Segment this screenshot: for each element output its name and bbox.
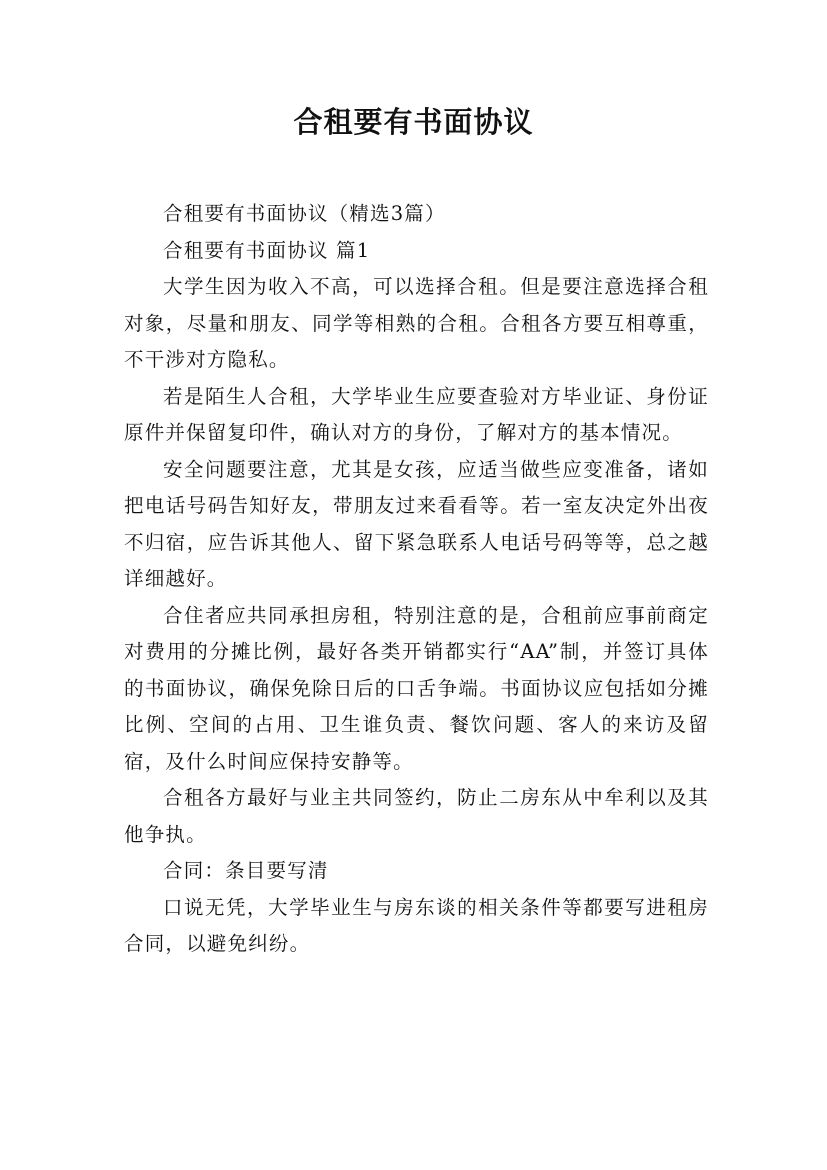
document-body: [124, 196, 709, 963]
paragraph: 口说无凭，大学毕业生与房东谈的相关条件等都要写进租房合同，以避免纠纷。: [124, 895, 709, 955]
paragraph: 安全问题要注意，尤其是女孩，应适当做些应变准备，诸如把电话号码告知好友，带朋友过来看看等。若一室友决定外出夜不归宿，应告诉其他人、留下紧急联系人电话号码等等，总之越详细越好。: [124, 457, 709, 590]
paragraph: 若是陌生人合租，大学毕业生应要查验对方毕业证、身份证原件并保留复印件，确认对方的身份，了解对方的基本情况。: [124, 384, 709, 444]
paragraph: 合租各方最好与业主共同签约，防止二房东从中牟利以及其他争执。: [124, 786, 709, 846]
paragraph-section-heading: 合租要有书面协议 篇1: [163, 238, 371, 262]
document-title: 合租要有书面协议: [293, 105, 534, 139]
paragraph-collection-heading: 合租要有书面协议（精选3篇）: [163, 202, 446, 225]
paragraph: 合住者应共同承担房租，特别注意的是，合租前应事前商定对费用的分摊比例，最好各类开销都实行“AA”制，并签订具体的书面协议，确保免除日后的口舌争端。书面协议应包括如分摊比例、空间的占用、卫生谁负责、餐饮问题、客人的来访及留宿，及什么时间应保持安静等。: [124, 603, 709, 773]
paragraph-subheading: 合同：条目要写清: [163, 859, 329, 882]
paragraph: 大学生因为收入不高，可以选择合租。但是要注意选择合租对象，尽量和朋友、同学等相熟的合租。合租各方要互相尊重，不干涉对方隐私。: [124, 275, 709, 371]
